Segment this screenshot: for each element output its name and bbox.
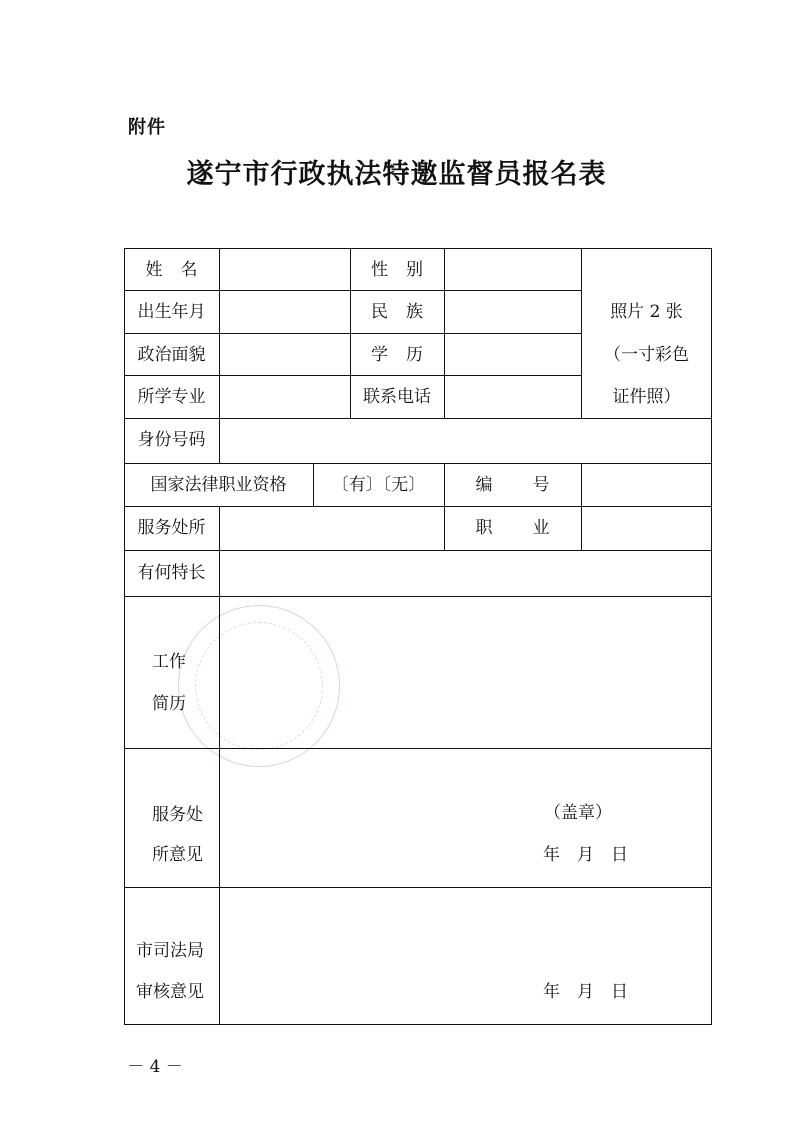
workplace-opinion-label-line2: 所意见 bbox=[152, 845, 203, 865]
birth-label: 出生年月 bbox=[137, 302, 206, 322]
photo-note-line3: 证件照） bbox=[612, 387, 681, 407]
ethnicity-label: 民族 bbox=[371, 302, 441, 322]
specialty-label: 有何特长 bbox=[137, 563, 206, 583]
resume-label-line2: 简历 bbox=[152, 694, 186, 714]
registration-form-table bbox=[124, 248, 712, 1025]
page-number: － 4 － bbox=[127, 1057, 183, 1077]
political-status-label: 政治面貌 bbox=[137, 345, 206, 365]
certificate-number-label: 编号 bbox=[475, 475, 590, 495]
date-label-workplace: 年 月 日 bbox=[543, 845, 628, 865]
education-label: 学历 bbox=[371, 345, 441, 365]
attachment-label: 附件 bbox=[128, 117, 166, 138]
date-label-bureau: 年 月 日 bbox=[543, 982, 628, 1002]
photo-note-line2: （一寸彩色 bbox=[604, 345, 689, 365]
bureau-review-label-line2: 审核意见 bbox=[136, 982, 204, 1002]
id-number-label: 身份号码 bbox=[137, 430, 206, 450]
major-label: 所学专业 bbox=[137, 387, 206, 407]
seal-label: （盖章） bbox=[544, 803, 612, 823]
workplace-opinion-label-line1: 服务处 bbox=[152, 805, 203, 825]
law-qualification-options: 〔有〕〔无〕 bbox=[331, 475, 426, 495]
photo-note-line1: 照片 2 张 bbox=[610, 302, 683, 322]
occupation-label: 职业 bbox=[475, 518, 590, 538]
phone-label: 联系电话 bbox=[363, 387, 431, 407]
law-qualification-label: 国家法律职业资格 bbox=[150, 475, 287, 495]
resume-label-line1: 工作 bbox=[152, 652, 186, 672]
page-title: 遂宁市行政执法特邀监督员报名表 bbox=[186, 159, 607, 190]
workplace-label: 服务处所 bbox=[137, 518, 206, 538]
name-label: 姓名 bbox=[145, 260, 216, 280]
gender-label: 性别 bbox=[371, 260, 441, 280]
bureau-review-label-line1: 市司法局 bbox=[136, 941, 204, 961]
